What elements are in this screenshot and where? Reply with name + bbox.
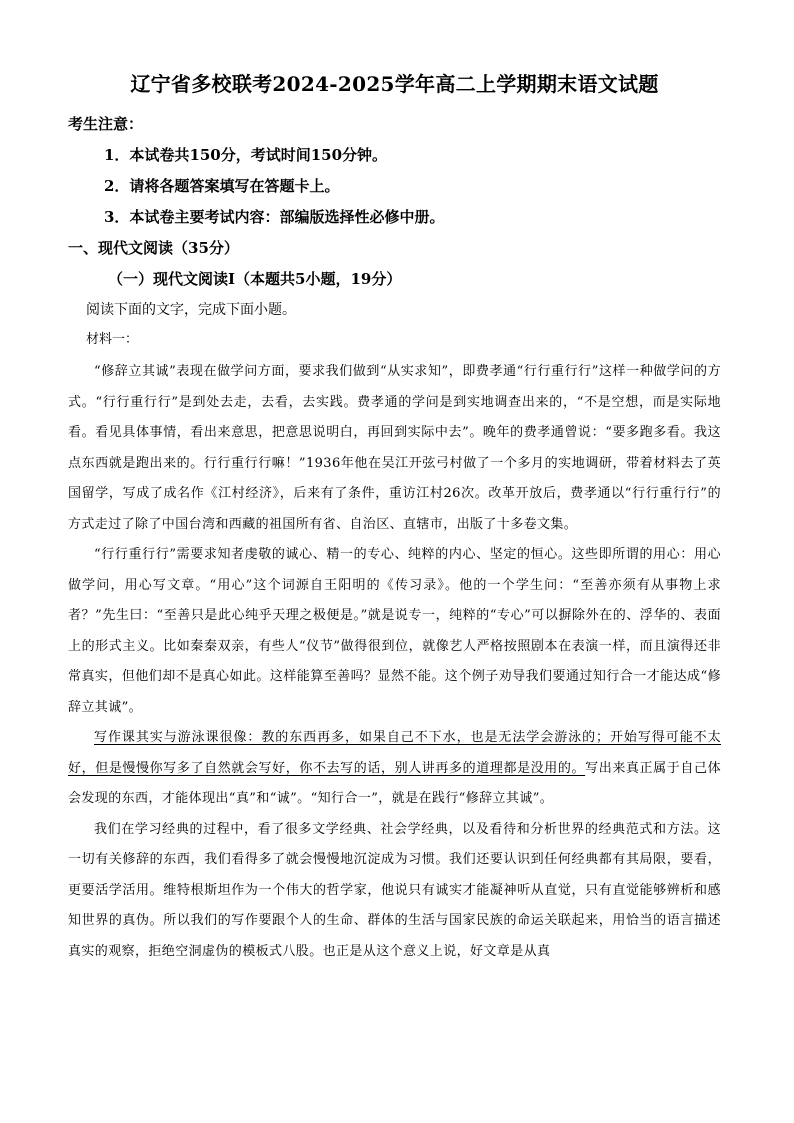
notice-item-1: 1．本试卷共150分，考试时间150分钟。 (104, 146, 388, 164)
passage-paragraph-2: “行行重行行”需要求知者虔敬的诚心、精一的专心、纯粹的内心、坚定的恒心。这些即所谓的用心：用心做学问，用心写文章。“用心”这个词源自王阳明的《传习录》。他的一个学生问：“至善亦须有从事物上求者？”先生曰：“至善只是此心纯乎天理之极便是。”就是说专一，纯粹的“专心”可以摒除外在的、浮华的、表面上的形式主义。比如秦秦双亲，有些人“仪节”做得很到位，就像艺人严格按照剧本在表演一样，而且演得还非常真实，但他们却不是真心如此。这样能算至善吗？显然不能。这个例子劝导我们要通过知行合一才能达成“修辞立其诚”。 (68, 547, 721, 715)
section-heading: 一、现代文阅读（35分） (68, 239, 239, 257)
notice-item-2: 2．请将各题答案填写在答题卡上。 (104, 177, 340, 195)
passage-paragraph-3 (68, 723, 721, 815)
document-title: 辽宁省多校联考2024-2025学年高二上学期期末语文试题 (130, 72, 659, 96)
passage-paragraph-1: “修辞立其诚”表现在做学问方面，要求我们做到“从实求知”，即费孝通“行行重行行”这样一种做学问的方式。“行行重行行”是到处去走，去看，去实践。费孝通的学问是到实地调查出来的，“不是空想，而是实际地看。看见具体事情，看出来意思，把意思说明白，再回到实际中去”。晚年的费孝通曾说：“要多跑多看。我这点东西就是跑出来的。行行重行行嘛！”1936年他在吴江开弦弓村做了一个多月的实地调研，带着材料去了英国留学，写成了成名作《江村经济》，后来有了条件，重访江村26次。改革开放后，费孝通以“行行重行行”的方式走过了除了中国台湾和西藏的祖国所有省、自治区、直辖市，出版了十多卷文集。 (68, 364, 721, 532)
notice-heading: 考生注意： (68, 115, 144, 133)
subsection-heading: （一）现代文阅读Ⅰ（本题共5小题，19分） (108, 270, 402, 288)
passage-paragraph-4: 我们在学习经典的过程中，看了很多文学经典、社会学经典，以及看待和分析世界的经典范式和方法。这一切有关修辞的东西，我们看得多了就会慢慢地沉淀成为习惯。我们还要认识到任何经典都有其局限，要看，更要活学活用。维特根斯坦作为一个伟大的哲学家，他说只有诚实才能凝神听从直觉，只有直觉能够辨析和感知世界的真伪。所以我们的写作要跟个人的生命、群体的生活与国家民族的命运关联起来，用恰当的语言描述真实的观察，拒绝空洞虚伪的模板式八股。也正是从这个意义上说，好文章是从真 (68, 821, 721, 959)
reading-instruction: 阅读下面的文字，完成下面小题。 (86, 302, 296, 318)
underlined-sentence: 写作课其实与游泳课很像：教的东西再多，如果自己不下水，也是无法学会游泳的；开始写得可能不太好，但是慢慢你写多了自然就会写好，你不去写的话，别人讲再多的道理都是没用的。 (68, 730, 721, 776)
material-label: 材料一： (86, 332, 139, 347)
paragraph-3-rest: 写出来真正属于自己体会发现的东西，才能体现出“真”和“诚”。“知行合一”，就是在践行“修辞立其诚”。 (68, 760, 721, 806)
passage-body (68, 357, 721, 967)
notice-item-3: 3．本试卷主要考试内容：部编版选择性必修中册。 (104, 208, 445, 226)
